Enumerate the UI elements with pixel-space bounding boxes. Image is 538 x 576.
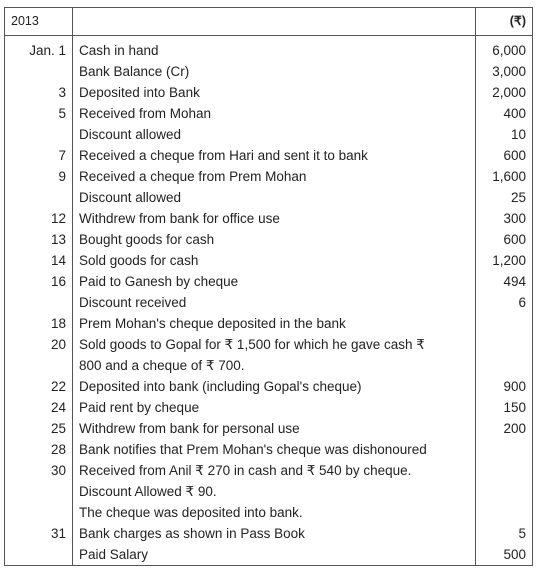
row-particulars: Deposited into Bank <box>73 82 476 103</box>
row-amount: 6 <box>476 292 533 313</box>
row-amount: 10 <box>476 124 533 145</box>
row-particulars: Received from Anil ₹ 270 in cash and ₹ 540 by cheque. <box>73 460 476 481</box>
row-date <box>5 502 73 523</box>
table-row <box>5 355 533 376</box>
row-particulars: Bought goods for cash <box>73 229 476 250</box>
row-amount: 500 <box>476 544 533 566</box>
row-date: 3 <box>5 82 73 103</box>
row-particulars: 800 and a cheque of ₹ 700. <box>73 355 476 376</box>
table-row <box>5 61 533 82</box>
table-row <box>5 334 533 355</box>
header-amount: (₹) <box>476 8 533 36</box>
row-particulars: Withdrew from bank for personal use <box>73 418 476 439</box>
row-particulars: Received a cheque from Hari and sent it to bank <box>73 145 476 166</box>
row-particulars: Prem Mohan's cheque deposited in the bank <box>73 313 476 334</box>
row-amount <box>476 460 533 481</box>
header-particulars <box>73 8 476 36</box>
row-date: 24 <box>5 397 73 418</box>
row-date <box>5 292 73 313</box>
row-particulars: Received from Mohan <box>73 103 476 124</box>
row-date: 31 <box>5 523 73 544</box>
row-date: 9 <box>5 166 73 187</box>
row-amount: 300 <box>476 208 533 229</box>
table-row <box>5 187 533 208</box>
row-amount: 150 <box>476 397 533 418</box>
row-date: 14 <box>5 250 73 271</box>
row-amount: 5 <box>476 523 533 544</box>
row-amount: 1,200 <box>476 250 533 271</box>
table-row <box>5 124 533 145</box>
row-amount: 3,000 <box>476 61 533 82</box>
row-date: 25 <box>5 418 73 439</box>
row-amount: 900 <box>476 376 533 397</box>
row-amount <box>476 334 533 355</box>
table-row <box>5 460 533 481</box>
row-date: 16 <box>5 271 73 292</box>
row-particulars: Withdrew from bank for office use <box>73 208 476 229</box>
table-row <box>5 271 533 292</box>
row-particulars: Discount Allowed ₹ 90. <box>73 481 476 502</box>
row-particulars: Sold goods to Gopal for ₹ 1,500 for which he gave cash ₹ <box>73 334 476 355</box>
table-row <box>5 82 533 103</box>
table-row <box>5 166 533 187</box>
row-date: 30 <box>5 460 73 481</box>
table-row <box>5 313 533 334</box>
row-particulars: Discount allowed <box>73 124 476 145</box>
row-amount: 2,000 <box>476 82 533 103</box>
row-particulars: Received a cheque from Prem Mohan <box>73 166 476 187</box>
table-row <box>5 250 533 271</box>
transactions-table <box>4 7 533 566</box>
table-row <box>5 292 533 313</box>
table-row <box>5 397 533 418</box>
row-date <box>5 61 73 82</box>
row-amount: 494 <box>476 271 533 292</box>
row-amount: 400 <box>476 103 533 124</box>
row-date: Jan. 1 <box>5 36 73 62</box>
row-amount: 6,000 <box>476 36 533 62</box>
table-row <box>5 502 533 523</box>
row-particulars: Discount allowed <box>73 187 476 208</box>
row-date: 22 <box>5 376 73 397</box>
row-date <box>5 544 73 566</box>
row-amount <box>476 439 533 460</box>
row-amount: 25 <box>476 187 533 208</box>
row-amount: 600 <box>476 229 533 250</box>
row-particulars: Bank Balance (Cr) <box>73 61 476 82</box>
row-particulars: Deposited into bank (including Gopal's cheque) <box>73 376 476 397</box>
row-amount: 600 <box>476 145 533 166</box>
row-date <box>5 124 73 145</box>
table-row <box>5 481 533 502</box>
row-particulars: Paid to Ganesh by cheque <box>73 271 476 292</box>
row-amount <box>476 481 533 502</box>
row-amount <box>476 355 533 376</box>
table-row <box>5 376 533 397</box>
ledger-document <box>4 7 533 566</box>
row-date <box>5 187 73 208</box>
row-amount: 200 <box>476 418 533 439</box>
table-row <box>5 145 533 166</box>
row-date: 7 <box>5 145 73 166</box>
row-date: 20 <box>5 334 73 355</box>
row-particulars: Cash in hand <box>73 36 476 62</box>
row-particulars: Discount received <box>73 292 476 313</box>
table-header-row <box>5 8 533 36</box>
row-particulars: Paid rent by cheque <box>73 397 476 418</box>
row-date: 18 <box>5 313 73 334</box>
table-row <box>5 229 533 250</box>
row-particulars: The cheque was deposited into bank. <box>73 502 476 523</box>
row-date: 5 <box>5 103 73 124</box>
row-particulars: Paid Salary <box>73 544 476 566</box>
table-row <box>5 418 533 439</box>
row-date: 13 <box>5 229 73 250</box>
header-year: 2013 <box>5 8 73 36</box>
row-date: 12 <box>5 208 73 229</box>
row-amount <box>476 313 533 334</box>
table-row <box>5 523 533 544</box>
row-particulars: Bank notifies that Prem Mohan's cheque was dishonoured <box>73 439 476 460</box>
table-row <box>5 103 533 124</box>
table-row <box>5 439 533 460</box>
row-amount: 1,600 <box>476 166 533 187</box>
row-particulars: Bank charges as shown in Pass Book <box>73 523 476 544</box>
row-date: 28 <box>5 439 73 460</box>
row-date <box>5 355 73 376</box>
table-row <box>5 544 533 566</box>
table-row <box>5 36 533 62</box>
row-particulars: Sold goods for cash <box>73 250 476 271</box>
table-row <box>5 208 533 229</box>
row-date <box>5 481 73 502</box>
row-amount <box>476 502 533 523</box>
